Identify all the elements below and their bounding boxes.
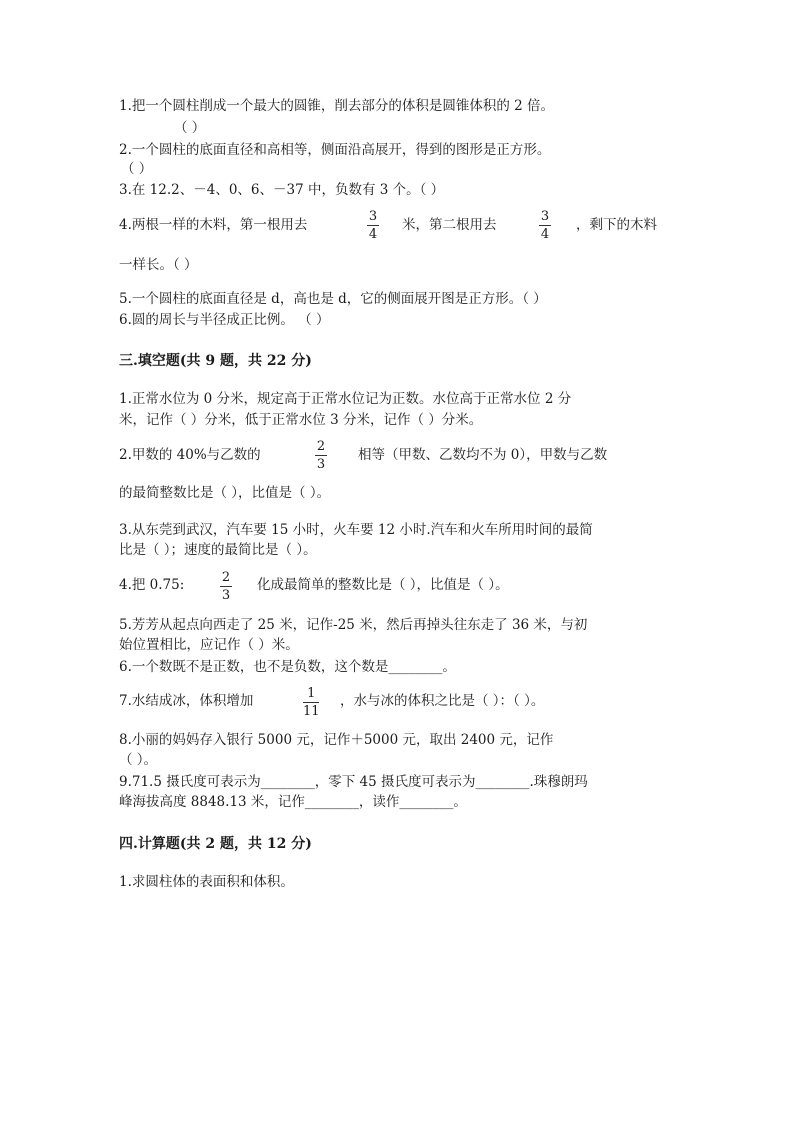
fill-q2-c: 的最简整数比是（ ），比值是（ ）。 xyxy=(119,485,331,501)
fill-q4-b: 化成最简单的整数比是（ ），比值是（ ）。 xyxy=(257,577,509,593)
fraction-denominator: 4 xyxy=(540,227,550,242)
judge-q4-c: ，剩下的木料 xyxy=(576,217,657,233)
judge-q3: 3.在 12.2、－4、0、6、－37 中，负数有 3 个。（ ） xyxy=(119,182,445,198)
fill-q2-fraction xyxy=(315,439,327,472)
judge-q2-answer: （ ） xyxy=(121,161,153,177)
fill-q7-fraction xyxy=(303,686,320,719)
fill-q5-line2: 始位置相比，应记作（ ）米。 xyxy=(119,637,299,653)
fraction-denominator: 4 xyxy=(368,227,378,242)
fill-q9-line2: 峰海拔高度 8848.13 米，记作________，读作________。 xyxy=(119,794,467,810)
fill-q2-a: 2.甲数的 40%与乙数的 xyxy=(119,447,261,463)
fill-q8-line2: （ ）。 xyxy=(119,752,158,768)
judge-q6: 6.圆的周长与半径成正比例。 （ ） xyxy=(119,312,330,328)
judge-q4-d: 一样长。（ ） xyxy=(119,257,198,273)
fraction-bar xyxy=(303,702,319,703)
fraction-numerator: 1 xyxy=(307,686,316,701)
fill-q8-line1: 8.小丽的妈妈存入银行 5000 元，记作＋5000 元，取出 2400 元，记作 xyxy=(119,732,554,748)
fraction-denominator: 3 xyxy=(316,457,326,472)
fill-q7-a: 7.水结成冰，体积增加 xyxy=(119,693,254,709)
fill-q4-a: 4.把 0.75: xyxy=(119,577,185,593)
fill-q9-line1: 9.71.5 摄氏度可表示为________，零下 45 摄氏度可表示为________.珠穆朗玛 xyxy=(119,774,588,790)
judge-q1-line1: 1.把一个圆柱削成一个最大的圆锥，削去部分的体积是圆锥体积的 2 倍。 xyxy=(119,98,555,114)
fraction-bar xyxy=(220,586,232,587)
judge-q5: 5.一个圆柱的底面直径是 d，高也是 d，它的侧面展开图是正方形。（ ） xyxy=(119,291,547,307)
fill-q2-b: 相等（甲数、乙数均不为 0），甲数与乙数 xyxy=(358,447,608,463)
fraction-numerator: 3 xyxy=(540,209,550,224)
judge-q4-b: 米，第二根用去 xyxy=(402,217,497,233)
fraction-bar xyxy=(539,225,551,226)
fraction-numerator: 2 xyxy=(221,570,231,585)
fraction-bar xyxy=(367,225,379,226)
fill-q1-line1: 1.正常水位为 0 分米，规定高于正常水位记为正数。水位高于正常水位 2 分 xyxy=(119,391,572,407)
judge-q4-fraction-1 xyxy=(367,209,379,242)
section-3-title: 三.填空题(共 9 题，共 22 分) xyxy=(119,353,312,369)
judge-q1-answer: （ ） xyxy=(174,120,206,136)
fill-q3-line2: 比是（ ）；速度的最简比是（ ）。 xyxy=(119,542,317,558)
fraction-numerator: 3 xyxy=(368,209,378,224)
judge-q4-fraction-2 xyxy=(539,209,551,242)
judge-q4-a: 4.两根一样的木料，第一根用去 xyxy=(119,217,308,233)
fraction-denominator: 3 xyxy=(221,588,231,603)
fill-q4-fraction xyxy=(220,570,232,603)
fill-q5-line1: 5.芳芳从起点向西走了 25 米，记作-25 米，然后再掉头往东走了 36 米，与初 xyxy=(119,617,588,633)
fraction-denominator: 11 xyxy=(303,704,320,719)
fill-q3-line1: 3.从东莞到武汉，汽车要 15 小时，火车要 12 小时.汽车和火车所用时间的最简 xyxy=(119,522,593,538)
fill-q6: 6.一个数既不是正数，也不是负数，这个数是________。 xyxy=(119,659,456,675)
calc-q1: 1.求圆柱体的表面积和体积。 xyxy=(119,874,294,890)
fraction-numerator: 2 xyxy=(316,439,326,454)
section-4-title: 四.计算题(共 2 题，共 12 分) xyxy=(119,836,312,852)
judge-q2-line1: 2.一个圆柱的底面直径和高相等，侧面沿高展开，得到的图形是正方形。 xyxy=(119,142,551,158)
fill-q1-line2: 米，记作（ ）分米，低于正常水位 3 分米，记作（ ）分米。 xyxy=(119,412,483,428)
fill-q7-b: ，水与冰的体积之比是（ ）：（ ）。 xyxy=(340,693,545,709)
fraction-bar xyxy=(315,455,327,456)
